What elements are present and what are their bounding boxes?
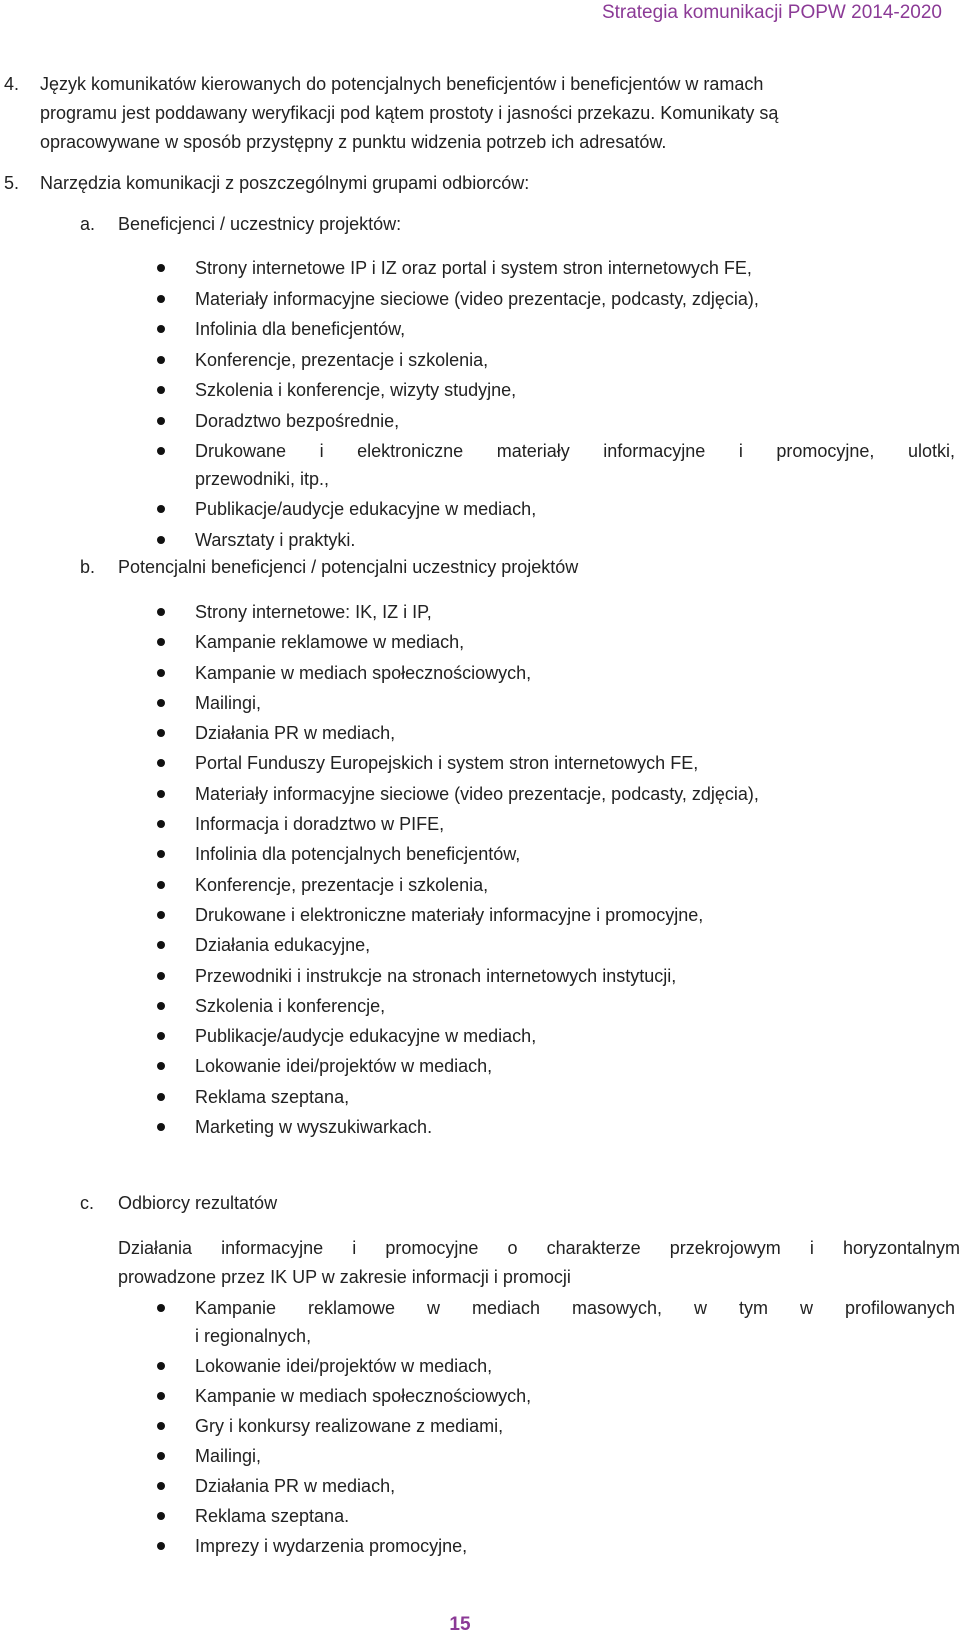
bullet-icon bbox=[157, 729, 165, 737]
list-item: Infolinia dla potencjalnych beneficjentów, bbox=[0, 839, 955, 869]
bullet-icon bbox=[157, 1304, 165, 1312]
bullet-list-c bbox=[0, 1293, 960, 1561]
list-item: Materiały informacyjne sieciowe (video prezentacje, podcasty, zdjęcia), bbox=[0, 284, 955, 315]
bullet-icon bbox=[157, 1002, 165, 1010]
item-line: Język komunikatów kierowanych do potencjalnych beneficjentów i beneficjentów w ramach bbox=[40, 74, 764, 94]
list-item: Kampanie reklamowe w mediach masowych, w tym w profilowanych bbox=[0, 1293, 955, 1323]
bullet-icon bbox=[157, 1452, 165, 1460]
bullet-icon bbox=[157, 1032, 165, 1040]
bullet-icon bbox=[157, 325, 165, 333]
running-header: Strategia komunikacji POPW 2014-2020 bbox=[601, 2, 942, 23]
subsection-c-intro bbox=[118, 1234, 960, 1292]
bullet-icon bbox=[157, 1362, 165, 1370]
subsection-letter: c. bbox=[80, 1193, 95, 1213]
bullet-icon bbox=[157, 759, 165, 767]
item-line: opracowywane w sposób przystępny z punktu widzenia potrzeb ich adresatów. bbox=[40, 132, 667, 152]
list-item-continuation: przewodniki, itp., bbox=[195, 468, 330, 489]
list-item: Mailingi, bbox=[0, 1441, 955, 1471]
list-item: Materiały informacyjne sieciowe (video prezentacje, podcasty, zdjęcia), bbox=[0, 779, 955, 809]
list-item: Marketing w wyszukiwarkach. bbox=[0, 1112, 955, 1142]
subsection-letter: b. bbox=[80, 557, 96, 577]
bullet-icon bbox=[157, 941, 165, 949]
list-item: Działania PR w mediach, bbox=[0, 1471, 955, 1501]
item-line: programu jest poddawany weryfikacji pod kątem prostoty i jasności przekazu. Komunikaty są bbox=[40, 103, 779, 123]
item-number: 5. bbox=[4, 173, 20, 193]
bullet-icon bbox=[157, 386, 165, 394]
bullet-icon bbox=[157, 820, 165, 828]
list-item: Mailingi, bbox=[0, 688, 955, 718]
bullet-icon bbox=[157, 881, 165, 889]
list-item: Przewodniki i instrukcje na stronach internetowych instytucji, bbox=[0, 961, 955, 991]
bullet-icon bbox=[157, 972, 165, 980]
list-item: Szkolenia i konferencje, bbox=[0, 991, 955, 1021]
bullet-list-b bbox=[0, 597, 960, 1142]
list-item: Drukowane i elektroniczne materiały informacyjne i promocyjne, bbox=[0, 900, 955, 930]
bullet-icon bbox=[157, 911, 165, 919]
subsection-letter: a. bbox=[80, 214, 96, 234]
list-item: Informacja i doradztwo w PIFE, bbox=[0, 809, 955, 839]
list-item: Działania edukacyjne, bbox=[0, 930, 955, 960]
list-item: Publikacje/audycje edukacyjne w mediach, bbox=[0, 494, 955, 525]
bullet-list-a bbox=[0, 253, 960, 555]
list-item-continuation: i regionalnych, bbox=[195, 1326, 312, 1346]
bullet-icon bbox=[157, 1482, 165, 1490]
intro-line: Działania informacyjne i promocyjne o charakterze przekrojowym i horyzontalnym bbox=[118, 1238, 960, 1258]
list-item: Strony internetowe: IK, IZ i IP, bbox=[0, 597, 955, 627]
bullet-icon bbox=[157, 1062, 165, 1070]
bullet-icon bbox=[157, 850, 165, 858]
bullet-icon bbox=[157, 1422, 165, 1430]
bullet-icon bbox=[157, 447, 165, 455]
list-item: Kampanie w mediach społecznościowych, bbox=[0, 658, 955, 688]
list-item: Drukowane i elektroniczne materiały informacyjne i promocyjne, ulotki, bbox=[0, 436, 955, 467]
bullet-icon bbox=[157, 1123, 165, 1131]
bullet-icon bbox=[157, 1512, 165, 1520]
bullet-icon bbox=[157, 417, 165, 425]
list-item: Reklama szeptana, bbox=[0, 1082, 955, 1112]
bullet-icon bbox=[157, 1542, 165, 1550]
bullet-icon bbox=[157, 790, 165, 798]
list-item: Infolinia dla beneficjentów, bbox=[0, 314, 955, 345]
list-item: Strony internetowe IP i IZ oraz portal i system stron internetowych FE, bbox=[0, 253, 955, 284]
list-item: Konferencje, prezentacje i szkolenia, bbox=[0, 870, 955, 900]
list-item: Działania PR w mediach, bbox=[0, 718, 955, 748]
list-item: Kampanie w mediach społecznościowych, bbox=[0, 1381, 955, 1411]
bullet-icon bbox=[157, 638, 165, 646]
subsection-title: Potencjalni beneficjenci / potencjalni uczestnicy projektów bbox=[118, 557, 579, 577]
list-item: Gry i konkursy realizowane z mediami, bbox=[0, 1411, 955, 1441]
list-item: Imprezy i wydarzenia promocyjne, bbox=[0, 1531, 955, 1561]
item-text bbox=[40, 70, 940, 157]
page-number: 15 bbox=[449, 1614, 471, 1635]
bullet-icon bbox=[157, 264, 165, 272]
list-item: Warsztaty i praktyki. bbox=[0, 525, 955, 556]
list-item: Kampanie reklamowe w mediach, bbox=[0, 627, 955, 657]
list-item: Reklama szeptana. bbox=[0, 1501, 955, 1531]
list-item: Lokowanie idei/projektów w mediach, bbox=[0, 1051, 955, 1081]
intro-line: prowadzone przez IK UP w zakresie informacji i promocji bbox=[118, 1267, 571, 1287]
subsection-title: Odbiorcy rezultatów bbox=[118, 1193, 278, 1213]
bullet-icon bbox=[157, 669, 165, 677]
item-number: 4. bbox=[4, 74, 20, 94]
bullet-icon bbox=[157, 1093, 165, 1101]
bullet-icon bbox=[157, 536, 165, 544]
bullet-icon bbox=[157, 1392, 165, 1400]
bullet-icon bbox=[157, 356, 165, 364]
list-item: Konferencje, prezentacje i szkolenia, bbox=[0, 345, 955, 376]
item-text: Narzędzia komunikacji z poszczególnymi grupami odbiorców: bbox=[40, 173, 530, 193]
list-item: Szkolenia i konferencje, wizyty studyjne, bbox=[0, 375, 955, 406]
bullet-icon bbox=[157, 699, 165, 707]
bullet-icon bbox=[157, 608, 165, 616]
subsection-title: Beneficjenci / uczestnicy projektów: bbox=[118, 214, 402, 234]
list-item: Lokowanie idei/projektów w mediach, bbox=[0, 1351, 955, 1381]
list-item: Portal Funduszy Europejskich i system stron internetowych FE, bbox=[0, 748, 955, 778]
bullet-icon bbox=[157, 295, 165, 303]
list-item: Doradztwo bezpośrednie, bbox=[0, 406, 955, 437]
bullet-icon bbox=[157, 505, 165, 513]
list-item: Publikacje/audycje edukacyjne w mediach, bbox=[0, 1021, 955, 1051]
